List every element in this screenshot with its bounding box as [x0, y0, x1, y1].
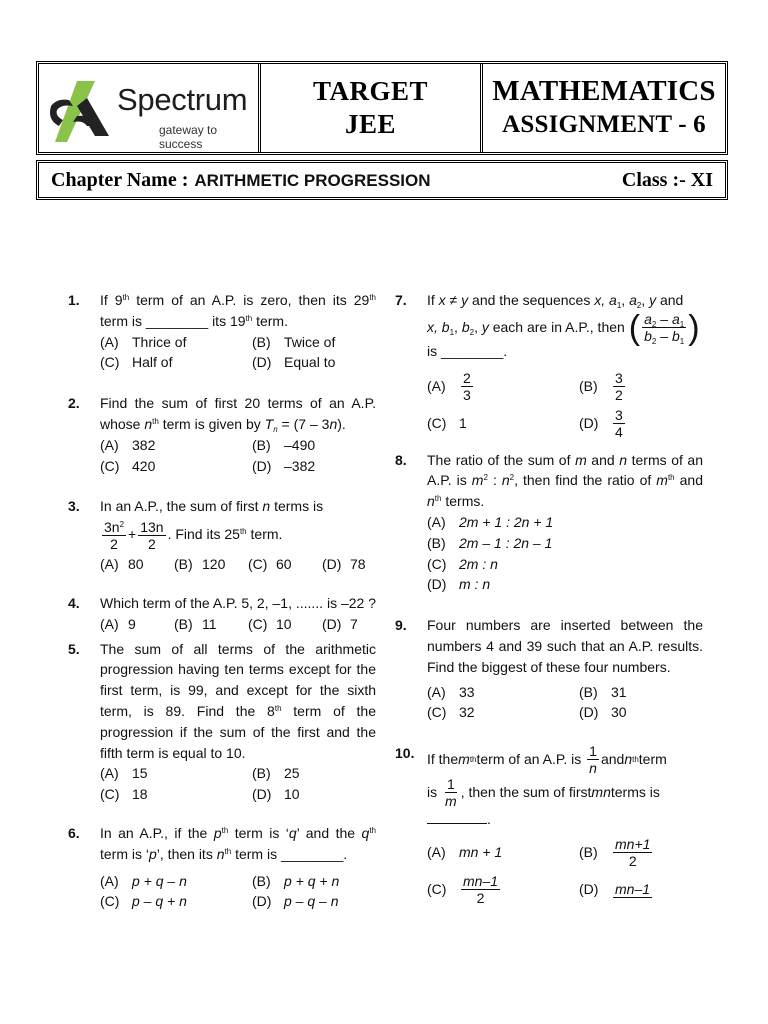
- fraction: $\frac{3n^2}{2}$: [104, 519, 125, 553]
- fraction: $\frac{13n}{2}$: [140, 519, 164, 553]
- option-a[interactable]: (A) 2m + 1 : 2n + 1: [427, 513, 554, 530]
- question-number: 10.: [395, 745, 415, 762]
- question-2: [68, 393, 376, 476]
- option-b[interactable]: (B) $\frac{3}{2}$: [579, 369, 623, 403]
- option-c[interactable]: (C) 32: [427, 704, 475, 721]
- option-b[interactable]: (B) Twice of: [252, 333, 336, 350]
- question-10: [395, 743, 703, 906]
- header-box: [36, 61, 728, 155]
- brand-tagline: gateway to success: [159, 123, 218, 151]
- question-text: In an A.P., the sum of first n terms is: [100, 498, 324, 515]
- option-c[interactable]: (C) Half of: [100, 354, 173, 371]
- option-a[interactable]: (A) mn + 1: [427, 844, 503, 861]
- question-text: If 9th term of an A.P. is zero, then its 29th term is ________ its 19th term.: [100, 292, 376, 329]
- question-5: [68, 639, 376, 805]
- question-number: 7.: [395, 292, 407, 308]
- logo-cell: [39, 64, 261, 152]
- option-c[interactable]: (C) $\frac{mn-1}{2}$: [427, 872, 499, 906]
- option-b[interactable]: (B) –490: [252, 436, 316, 453]
- option-d[interactable]: (D) Equal to: [252, 354, 336, 371]
- target-exam: JEE: [344, 109, 397, 139]
- option-a[interactable]: (A) Thrice of: [100, 333, 187, 350]
- assignment-number: ASSIGNMENT - 6: [502, 111, 706, 138]
- class-label: Class :- XI: [621, 168, 713, 191]
- question-text: If the m th term of an A.P. is $\frac{1}{n}$ and n th term: [427, 743, 667, 777]
- options: [100, 332, 376, 374]
- option-d[interactable]: (D) $\frac{3}{4}$: [579, 406, 623, 440]
- option-d[interactable]: (D) 10: [252, 786, 300, 803]
- question-text: Four numbers are inserted between the numbers 4 and 39 such that an A.P. results. Find the biggest of these four numbers.: [427, 617, 703, 675]
- option-a[interactable]: (A) 15: [100, 765, 148, 782]
- left-column: [68, 290, 376, 912]
- option-d[interactable]: (D) 7: [322, 615, 358, 632]
- question-9: [395, 615, 703, 723]
- subject-title: MATHEMATICS: [492, 75, 716, 107]
- options: [100, 614, 376, 635]
- ratio-fraction: ( $\frac{a_2 - a_1}{b_2 - b_1}$ ): [628, 308, 700, 347]
- question-formula: x, $b_1$, $b_2$, y each are in A.P., then ( $\frac{a_2 - a_1}{b_2 - b_1}$ ): [427, 308, 700, 347]
- question-number: 1.: [68, 292, 80, 308]
- question-formula: $\frac{3n^2}{2}$ + $\frac{13n}{2}$ . Find its 25th term.: [104, 519, 283, 553]
- options: [100, 871, 376, 913]
- option-b[interactable]: (B) 11: [174, 615, 217, 632]
- option-c[interactable]: (C) 10: [248, 615, 292, 632]
- option-a[interactable]: (A) 9: [100, 615, 136, 632]
- spectrum-logo-icon: [47, 76, 117, 146]
- option-c[interactable]: (C) 18: [100, 786, 148, 803]
- chapter-name: ARITHMETIC PROGRESSION: [194, 171, 431, 190]
- option-b[interactable]: (B) 2m – 1 : 2n – 1: [427, 534, 553, 551]
- question-6: [68, 823, 376, 912]
- question-number: 6.: [68, 824, 80, 841]
- question-number: 4.: [68, 594, 80, 611]
- options: [100, 763, 376, 805]
- question-number: 3.: [68, 498, 80, 515]
- options: [427, 682, 703, 724]
- option-c[interactable]: (C) 420: [100, 457, 156, 474]
- option-b[interactable]: (B) 120: [174, 556, 226, 573]
- option-b[interactable]: (B) 25: [252, 765, 300, 782]
- question-number: 8.: [395, 451, 407, 468]
- target-cell: [261, 64, 483, 152]
- option-b[interactable]: (B) 31: [579, 683, 627, 700]
- option-a[interactable]: (A) 382: [100, 436, 156, 453]
- option-b[interactable]: (B) $\frac{mn+1}{2}$: [579, 835, 651, 869]
- option-d[interactable]: (D) 30: [579, 704, 627, 721]
- option-d[interactable]: (D) p – q – n: [252, 893, 339, 910]
- question-8: [395, 450, 703, 596]
- question-text-2: is $\frac{1}{m}$ , then the sum of first mn terms is: [427, 776, 660, 810]
- option-d[interactable]: (D) –382: [252, 457, 316, 474]
- question-text: If x ≠ y and the sequences x, $a_1$, $a_2$, y and: [427, 292, 684, 310]
- option-c[interactable]: (C) 1: [427, 414, 467, 431]
- question-text: The sum of all terms of the arithmetic progression having ten terms except for the first term, is 99, and except for the sixth term, is 89. Find the 8th term of the progression if the sum of the first and the fifth term is equal to 10.: [100, 640, 376, 761]
- option-c[interactable]: (C) p – q + n: [100, 893, 187, 910]
- option-a[interactable]: (A) $\frac{2}{3}$: [427, 369, 471, 403]
- question-text: In an A.P., if the $p^{th}$ term is ‘q’ and the $q^{th}$ term is ‘p’, then its $n^{th}$ term is ________.: [100, 824, 376, 862]
- option-d[interactable]: (D) m : n: [427, 576, 491, 593]
- option-b[interactable]: (B) p + q + n: [252, 872, 340, 889]
- options: [100, 554, 376, 575]
- question-7: [395, 290, 703, 440]
- answer-blank[interactable]: .: [427, 809, 703, 830]
- option-c[interactable]: (C) 60: [248, 556, 292, 573]
- option-d[interactable]: (D) 78: [322, 556, 366, 573]
- right-column: [395, 290, 703, 906]
- question-3: [68, 496, 376, 575]
- options: [100, 435, 376, 477]
- question-text-end: is ________.: [427, 342, 508, 359]
- question-number: 9.: [395, 617, 407, 634]
- option-c[interactable]: (C) 2m : n: [427, 555, 498, 572]
- question-text: The ratio of the sum of m and n terms of an A.P. is $m^2$ : $n^2$, then find the ratio of $m^{th}$ and $n^{th}$ terms.: [427, 451, 704, 510]
- question-number: 5.: [68, 640, 80, 657]
- question-number: 2.: [68, 395, 80, 412]
- option-a[interactable]: (A) p + q – n: [100, 872, 187, 889]
- question-text: Find the sum of first 20 terms of an A.P. whose $n^{th}$ term is given by $T_n = (7 - 3n)$.: [100, 395, 376, 434]
- option-a[interactable]: (A) 80: [100, 556, 144, 573]
- option-a[interactable]: (A) 33: [427, 683, 475, 700]
- chapter-label: Chapter Name :: [51, 168, 189, 191]
- options: [427, 370, 703, 440]
- assignment-cell: [483, 64, 725, 152]
- option-d[interactable]: (D) mn–1: [579, 880, 651, 898]
- options: [427, 512, 703, 595]
- question-4: [68, 593, 376, 635]
- question-text: Which term of the A.P. 5, 2, –1, ....... is –22 ?: [100, 594, 376, 611]
- brand-name: Spectrum: [117, 82, 248, 117]
- target-title: TARGET: [312, 76, 429, 106]
- chapter-bar: [36, 160, 728, 200]
- question-1: [68, 290, 376, 373]
- options: [427, 836, 703, 906]
